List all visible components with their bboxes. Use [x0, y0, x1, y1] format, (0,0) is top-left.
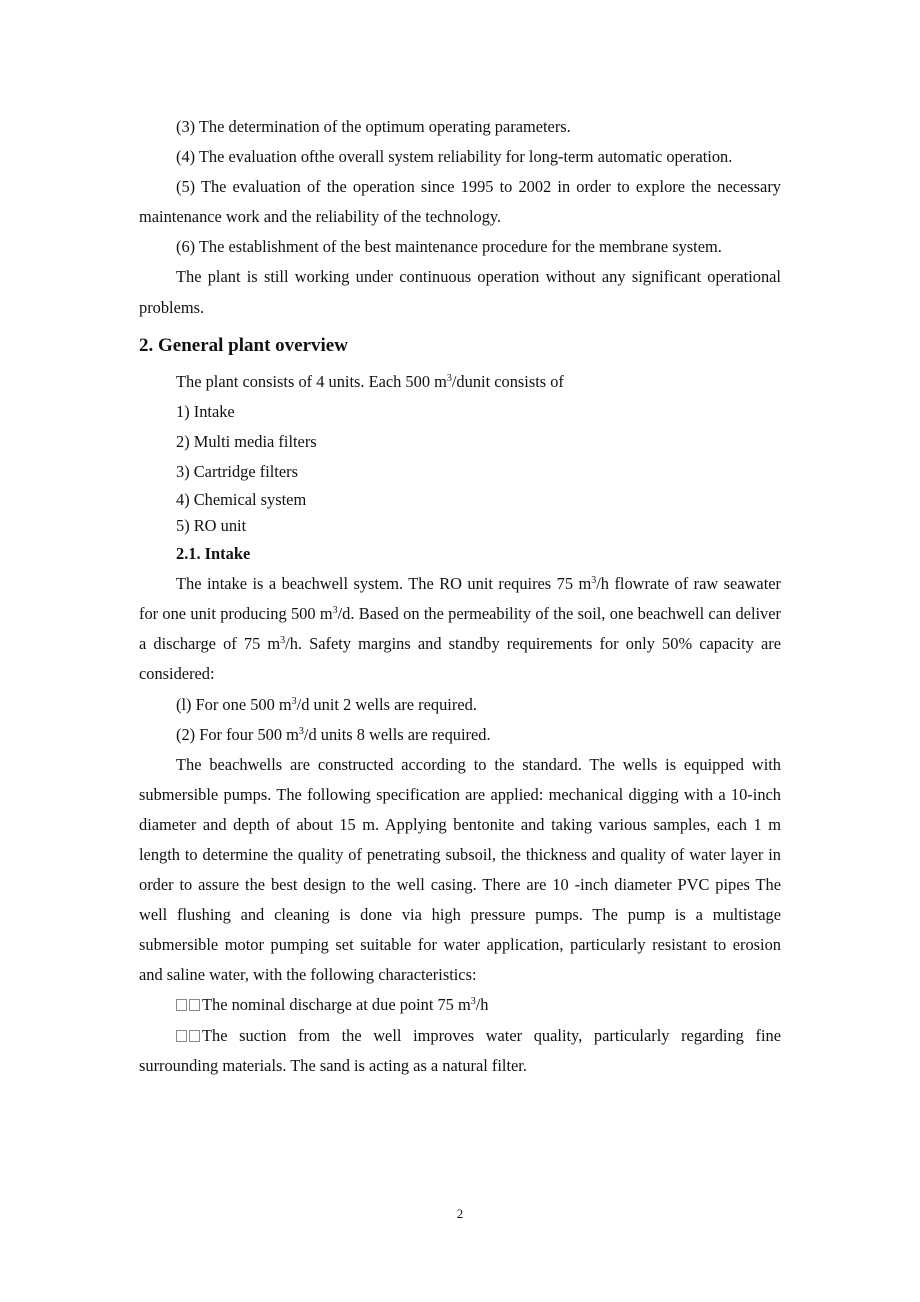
list-item-4: (4) The evaluation ofthe overall system reliability for long-term automatic operation. [176, 147, 733, 167]
list-item-6: (6) The establishment of the best maintenance procedure for the membrane system. [176, 237, 722, 257]
list-item-3: (3) The determination of the optimum operating parameters. [176, 117, 571, 136]
section-heading: 2. General plant overview [139, 334, 348, 356]
component-item: 4) Chemical system [176, 490, 307, 510]
requirement-item: (2) For four 500 $m^3/d$ units 8 wells are required. [176, 724, 491, 744]
characteristic-item: The nominal discharge at due point 75 $m^3/h$ [139, 990, 781, 1020]
component-item: 5) RO unit [176, 516, 247, 536]
document-page [139, 112, 781, 1081]
component-item: 3) Cartridge filters [176, 461, 298, 481]
missing-glyph-icon [176, 999, 187, 1011]
page-number: 2 [456, 1206, 464, 1221]
characteristic-item: The suction from the well improves water quality, particularly regarding fine surrounding materials. The sand is acting as a natural filter. [139, 1025, 781, 1075]
component-item: 1) Intake [176, 401, 235, 421]
component-item: 2) Multi media filters [176, 431, 317, 451]
subsection-heading: 2.1. Intake [176, 544, 251, 564]
missing-glyph-icon [189, 999, 200, 1011]
beachwell-paragraph: The beachwells are constructed according to the standard. The wells is equipped with submersible pumps. The following specification are applied: mechanical digging with a 10-inch diameter and depth of about 15 m. Applying bentonite and taking various samples, each 1 m length to determine the quality of penetrating subsoil, the thickness and quality of water layer in order to assure the best design to the well casing. There are 10 -inch diameter PVC pipes The well flushing and cleaning is done via high pressure pumps. The pump is a multistage submersible motor pumping set suitable for water application, particularly resistant to erosion and saline water, with the following characteristics: [139, 754, 781, 985]
intro-line: The plant consists of 4 units. Each 500 $m^3$/dunit consists of [176, 371, 564, 391]
closing-paragraph: The plant is still working under continuous operation without any significant operational problems. [139, 267, 781, 317]
requirement-item: (l) For one 500 $m^3/d$ unit 2 wells are required. [176, 694, 477, 714]
list-item-5: (5) The evaluation of the operation since 1995 to 2002 in order to explore the necessary maintenance work and the reliability of the technology. [139, 177, 781, 227]
intake-paragraph: The intake is a beachwell system. The RO unit requires 75 $m^3/h$ flowrate of raw seawater for one unit producing 500 $m^3/d$. Based on the permeability of the soil, one beachwell can deliver a discharge of 75 $m^3/h$. Safety margins and standby requirements for only 50% capacity are considered: [139, 574, 781, 684]
missing-glyph-icon [176, 1030, 187, 1042]
missing-glyph-icon [189, 1030, 200, 1042]
